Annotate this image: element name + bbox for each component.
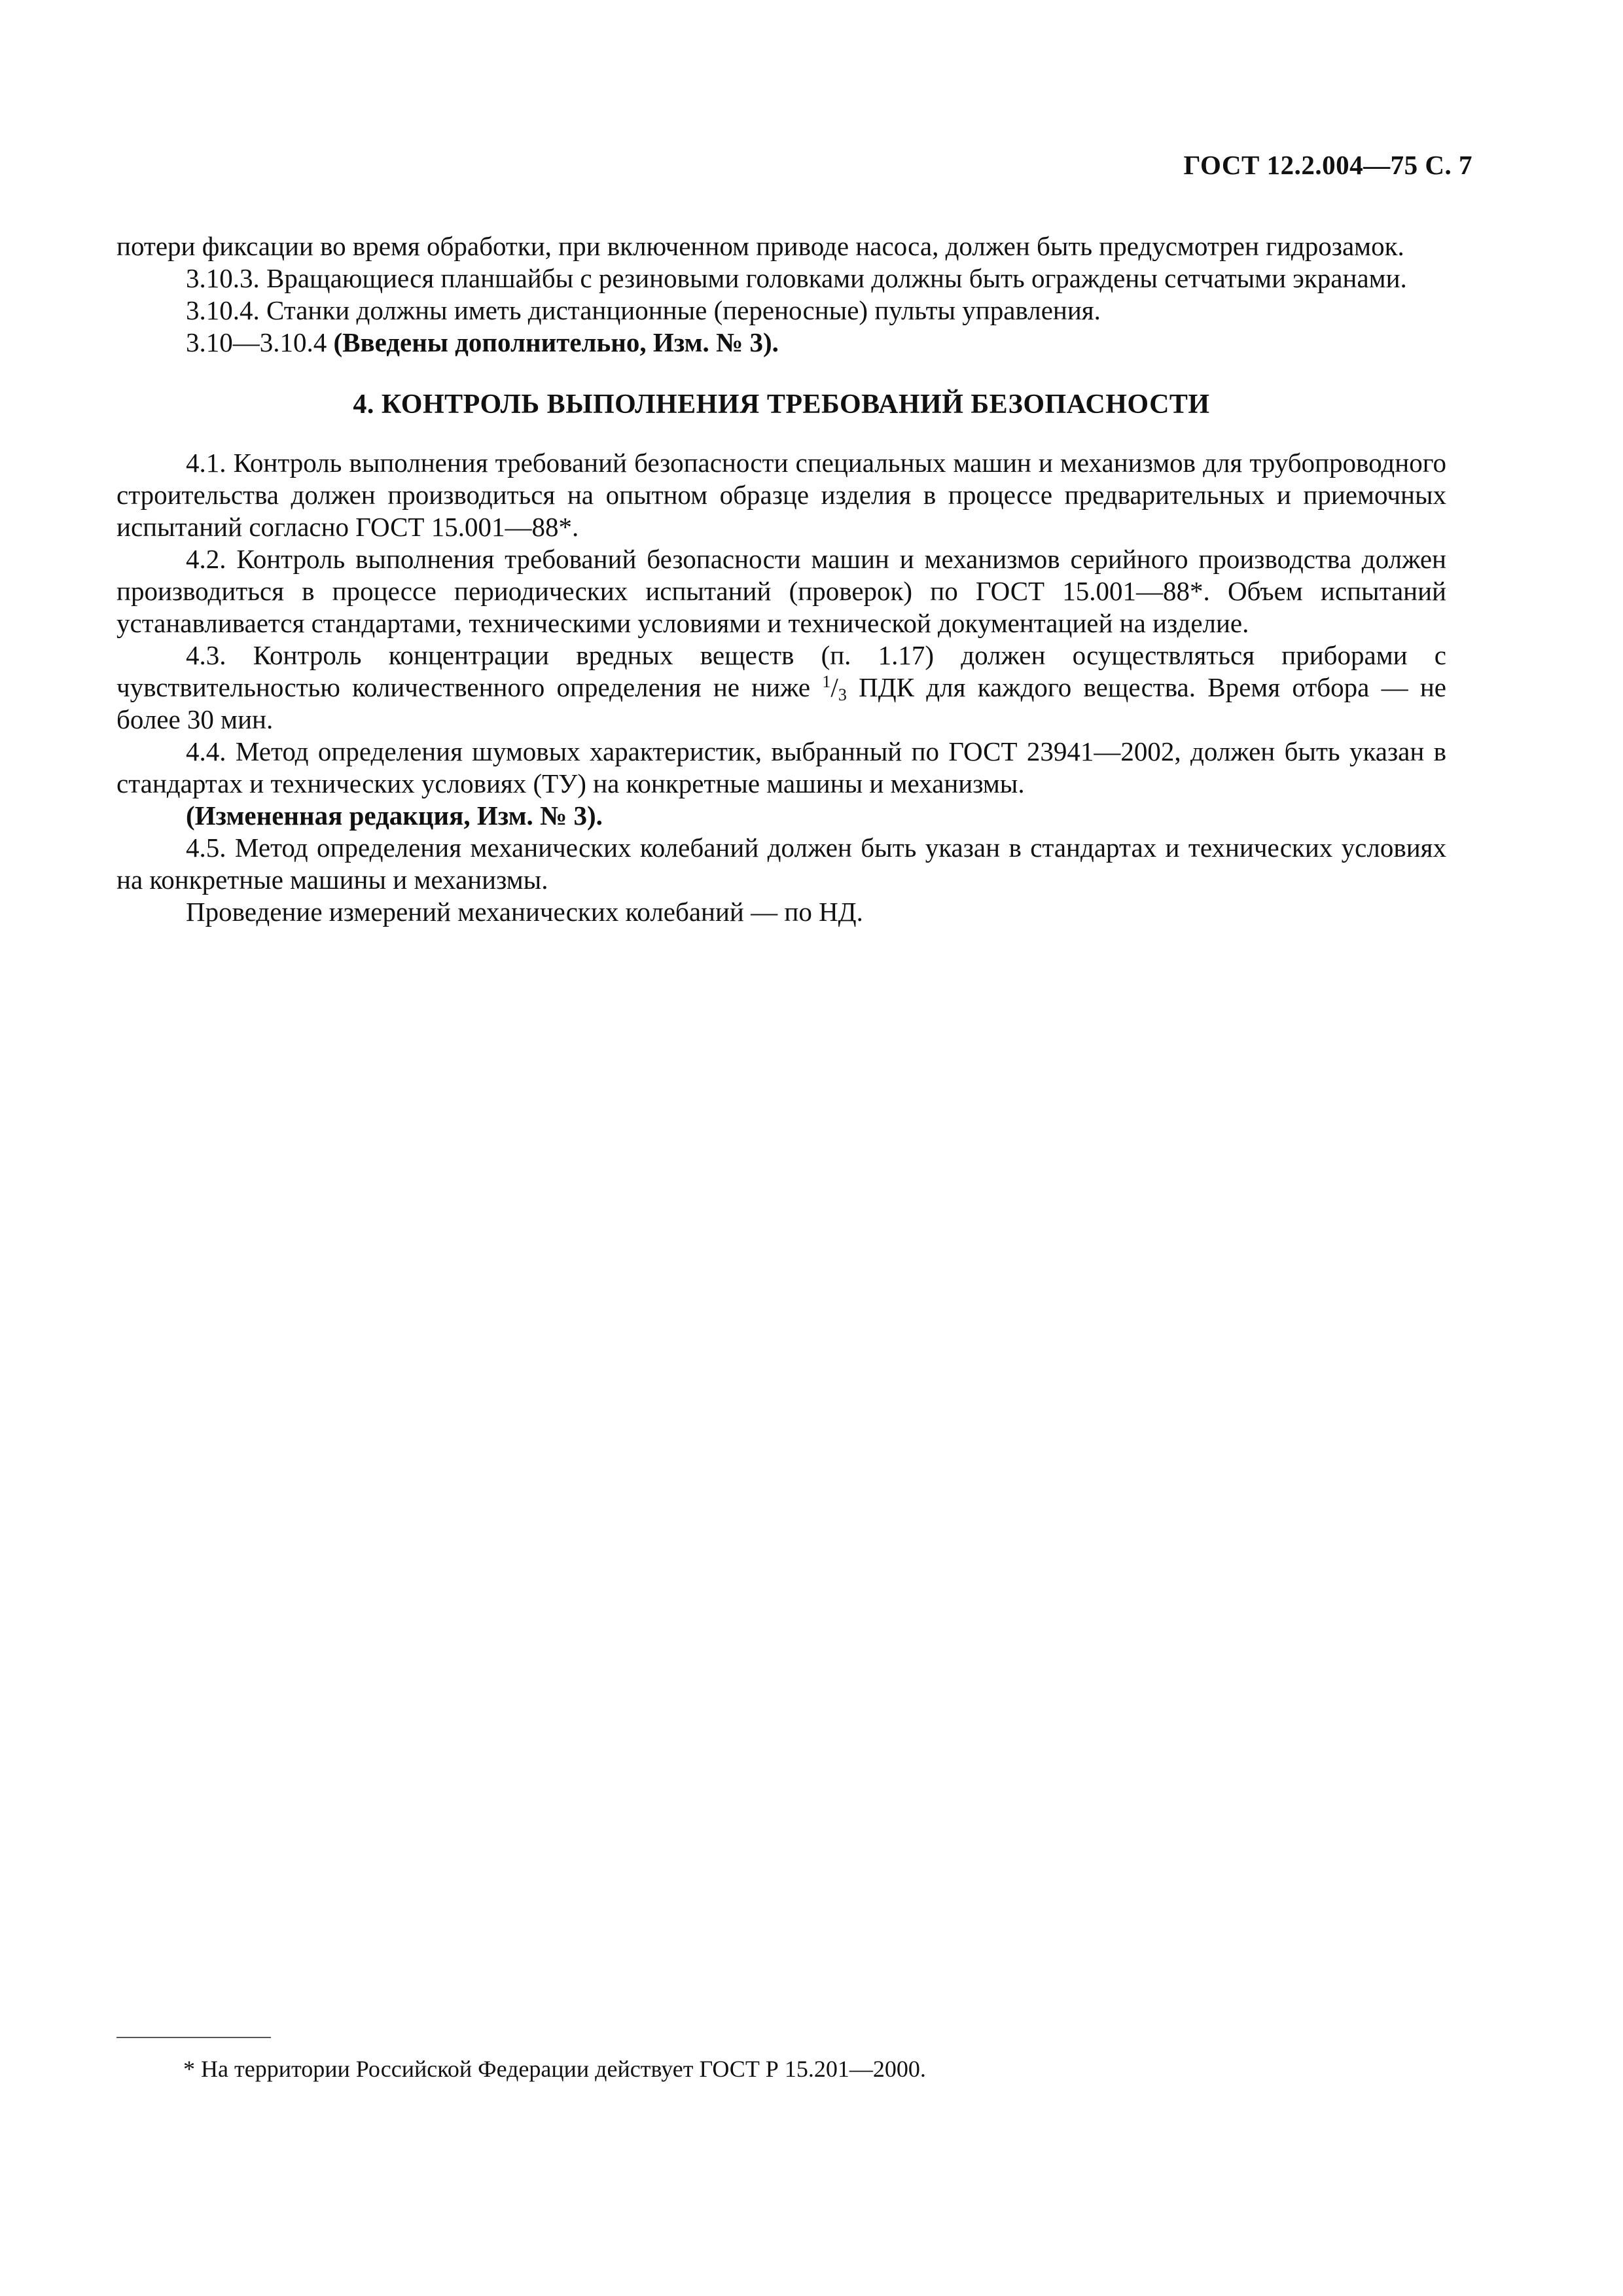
paragraph-4-5: 4.5. Метод определения механических колебаний должен быть указан в стандартах и технических условиях на конкретные машины и механизмы. <box>116 833 1446 895</box>
document-body <box>116 230 1446 928</box>
paragraph-4-1: 4.1. Контроль выполнения требований безопасности специальных машин и механизмов для трубопроводного строительства должен производиться на опытном образце изделия в процессе предварительных и приемочных испытаний согласно ГОСТ 15.001—88*. <box>116 448 1446 542</box>
fraction-numerator: 1 <box>822 672 831 691</box>
amendment-ref: 3.10—3.10.4 <box>186 327 334 357</box>
paragraph-4-4-amendment: (Измененная редакция, Изм. № 3). <box>186 800 603 831</box>
paragraph-4-4: 4.4. Метод определения шумовых характеристик, выбранный по ГОСТ 23941—2002, должен быть указан в стандартах и технических условиях (ТУ) на конкретные машины и механизмы. <box>116 736 1446 798</box>
fraction-one-third <box>822 672 846 702</box>
paragraph-3-10-3: 3.10.3. Вращающиеся планшайбы с резиновыми головками должны быть ограждены сетчатыми экранами. <box>186 263 1407 293</box>
amendment-note: (Введены дополнительно, Изм. № 3). <box>333 327 779 357</box>
fraction-separator: / <box>830 672 838 702</box>
paragraph-4-2: 4.2. Контроль выполнения требований безопасности машин и механизмов серийного производства должен производиться в процессе периодических испытаний (проверок) по ГОСТ 15.001—88*. Объем испытаний устанавливается стандартами, техническими условиями и технической документацией на изделие. <box>116 544 1446 638</box>
paragraph-3-10-amendment <box>116 327 1446 359</box>
paragraph-continuation: потери фиксации во время обработки, при включенном приводе насоса, должен быть предусмотрен гидрозамок. <box>116 231 1404 261</box>
paragraph-4-5-measurements: Проведение измерений механических колебаний — по НД. <box>186 897 863 927</box>
paragraph-4-3 <box>116 639 1446 736</box>
section-4-title: 4. КОНТРОЛЬ ВЫПОЛНЕНИЯ ТРЕБОВАНИЙ БЕЗОПАСНОСТИ <box>353 389 1210 420</box>
fraction-denominator: 3 <box>838 685 847 704</box>
paragraph-4-3-after: ПДК для каждого вещества. Время отбора — не более 30 мин. <box>116 672 1447 734</box>
footnote-divider <box>116 2037 271 2038</box>
paragraph-3-10-4: 3.10.4. Станки должны иметь дистанционные (переносные) пульты управления. <box>186 295 1101 325</box>
paragraph-4-3-before: 4.3. Контроль концентрации вредных веществ (п. 1.17) должен осуществляться приборами с чувствительностью количественного определения не ниже <box>116 640 1446 702</box>
page-header: ГОСТ 12.2.004—75 С. 7 <box>1183 150 1472 180</box>
footnote: * На территории Российской Федерации действует ГОСТ Р 15.201—2000. <box>183 2056 926 2082</box>
